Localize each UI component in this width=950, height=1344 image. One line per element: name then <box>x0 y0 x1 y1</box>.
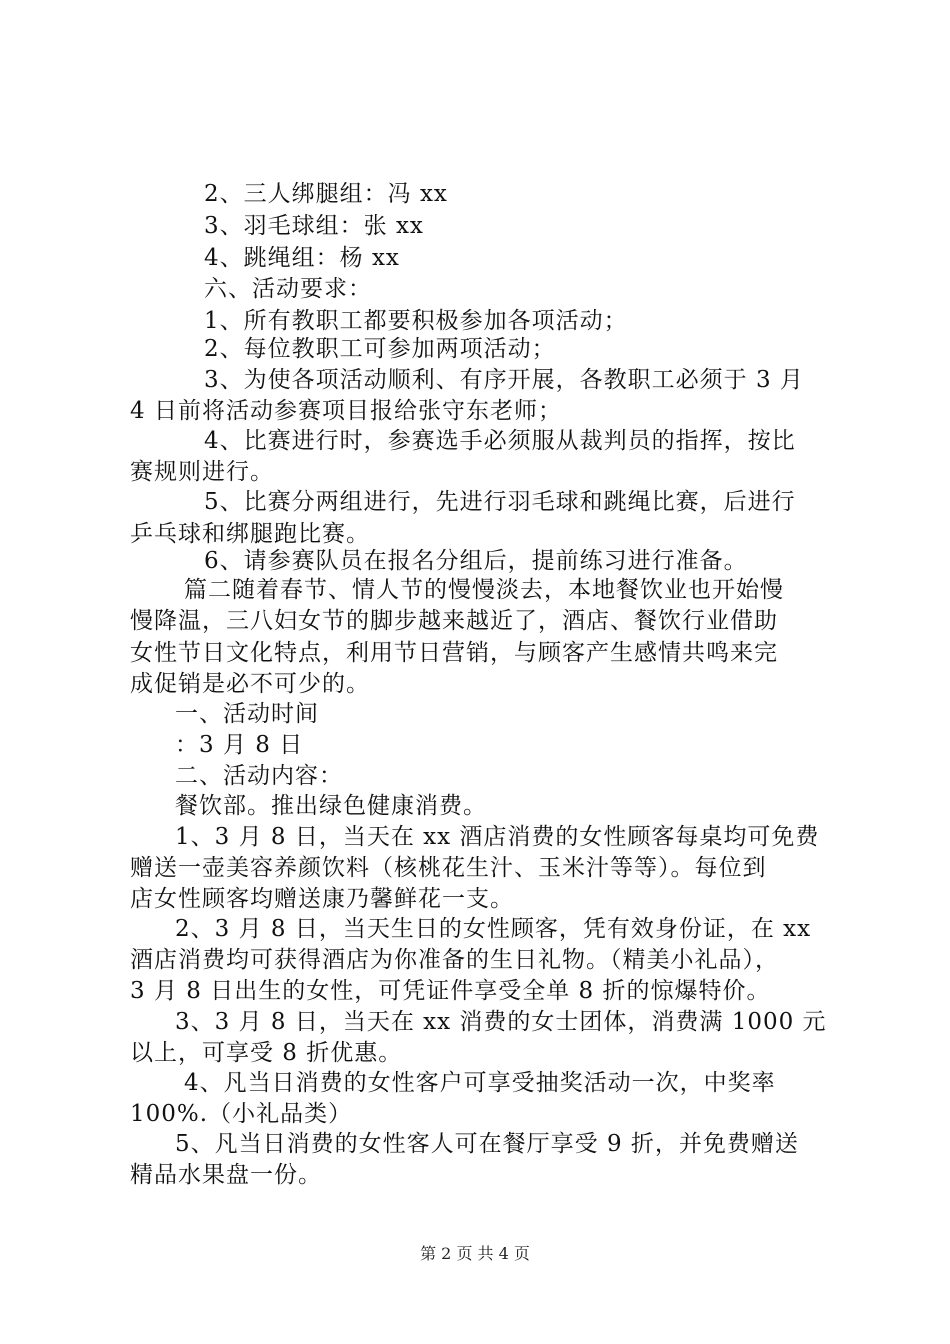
text-line: 慢降温，三八妇女节的脚步越来越近了，酒店、餐饮行业借助 <box>130 608 778 634</box>
text-line: 3 月 8 日出生的女性，可凭证件享受全单 8 折的惊爆特价。 <box>130 978 771 1004</box>
text-line: 1、所有教职工都要积极参加各项活动； <box>204 308 628 334</box>
text-line: 3、3 月 8 日，当天在 xx 消费的女士团体，消费满 1000 元 <box>175 1009 827 1035</box>
text-line: 赛规则进行。 <box>130 459 274 485</box>
text-line: 5、凡当日消费的女性客人可在餐厅享受 9 折，并免费赠送 <box>175 1131 799 1157</box>
section-heading: 二、活动内容： <box>175 763 343 789</box>
text-line: 乒乓球和绑腿跑比赛。 <box>130 521 370 547</box>
text-line: 3、羽毛球组：张 xx <box>204 213 424 239</box>
text-line: 1、3 月 8 日，当天在 xx 酒店消费的女性顾客每桌均可免费 <box>175 824 820 850</box>
text-line: 2、3 月 8 日，当天生日的女性顾客，凭有效身份证，在 xx <box>175 916 812 942</box>
text-line: 2、每位教职工可参加两项活动； <box>204 336 556 362</box>
section-heading: 一、活动时间 <box>175 701 319 727</box>
text-line: 餐饮部。推出绿色健康消费。 <box>175 793 487 819</box>
text-line: 成促销是必不可少的。 <box>130 671 370 697</box>
text-line: 2、三人绑腿组：冯 xx <box>204 181 448 207</box>
text-line: 6、请参赛队员在报名分组后，提前练习进行准备。 <box>204 548 748 574</box>
section-heading: 六、活动要求： <box>204 276 372 302</box>
text-line: 酒店消费均可获得酒店为你准备的生日礼物。（精美小礼品）， <box>130 947 779 973</box>
text-line: 4、凡当日消费的女性客户可享受抽奖活动一次，中奖率 <box>184 1070 776 1096</box>
text-line: 店女性顾客均赠送康乃馨鲜花一支。 <box>130 886 514 912</box>
text-line: 4 日前将活动参赛项目报给张守东老师； <box>130 398 562 424</box>
page-number-footer: 第 2 页 共 4 页 <box>420 1244 530 1263</box>
text-line: 5、比赛分两组进行，先进行羽毛球和跳绳比赛，后进行 <box>204 489 796 515</box>
text-line: ：3 月 8 日 <box>175 732 304 758</box>
text-line: 4、跳绳组：杨 xx <box>204 245 400 271</box>
text-line: 赠送一壶美容养颜饮料（核桃花生汁、玉米汁等等）。每位到 <box>130 855 767 881</box>
text-line: 以上，可享受 8 折优惠。 <box>130 1040 403 1066</box>
text-line: 100%.（小礼品类） <box>130 1101 353 1127</box>
text-line: 篇二随着春节、情人节的慢慢淡去，本地餐饮业也开始慢 <box>184 577 784 603</box>
text-line: 女性节日文化特点，利用节日营销，与顾客产生感情共鸣来完 <box>130 640 778 666</box>
text-line: 4、比赛进行时，参赛选手必须服从裁判员的指挥，按比 <box>204 428 796 454</box>
text-line: 3、为使各项活动顺利、有序开展，各教职工必须于 3 月 <box>204 367 804 393</box>
text-line: 精品水果盘一份。 <box>130 1162 322 1188</box>
